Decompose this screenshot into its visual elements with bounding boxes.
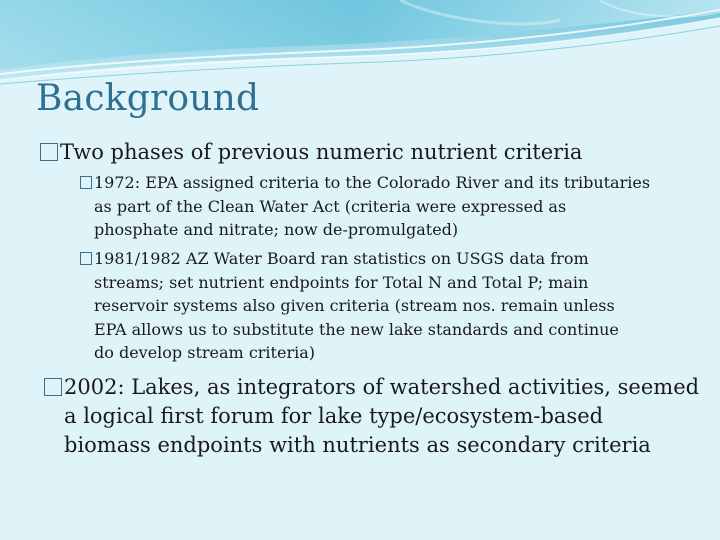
bullet-line: a logical first forum for lake type/ecosystem-based (64, 404, 604, 428)
bullet-item (40, 138, 700, 167)
bullet-item (44, 373, 704, 460)
sub-bullet-line: phosphate and nitrate; now de-promulgated) (94, 220, 459, 239)
bullet-text: Two phases of previous numeric nutrient criteria (60, 140, 583, 164)
slide-title: Background (36, 78, 260, 119)
bullet-box-icon (40, 143, 58, 161)
sub-bullet-line: do develop stream criteria) (94, 343, 315, 362)
sub-bullet-line: streams; set nutrient endpoints for Total N and Total P; main (94, 272, 589, 292)
bullet-line: biomass endpoints with nutrients as secondary criteria (64, 433, 651, 457)
sub-bullet-line: reservoir systems also given criteria (stream nos. remain unless (94, 296, 615, 315)
bullet-line: 2002: Lakes, as integrators of watershed activities, seemed (64, 375, 700, 399)
bullet-box-icon (80, 176, 92, 189)
header-wave-decoration (0, 0, 720, 90)
bullet-box-icon (44, 378, 62, 396)
sub-bullet-line: 1981/1982 AZ Water Board ran statistics on USGS data from (94, 249, 589, 268)
bullet-box-icon (80, 252, 92, 265)
sub-bullet-line: 1972: EPA assigned criteria to the Colorado River and its tributaries (94, 173, 651, 192)
sub-bullet-line: EPA allows us to substitute the new lake standards and continue (94, 319, 619, 339)
sub-bullet-item (80, 247, 700, 365)
sub-bullet-line: as part of the Clean Water Act (criteria were expressed as (94, 196, 567, 216)
sub-bullet-item (80, 171, 700, 242)
